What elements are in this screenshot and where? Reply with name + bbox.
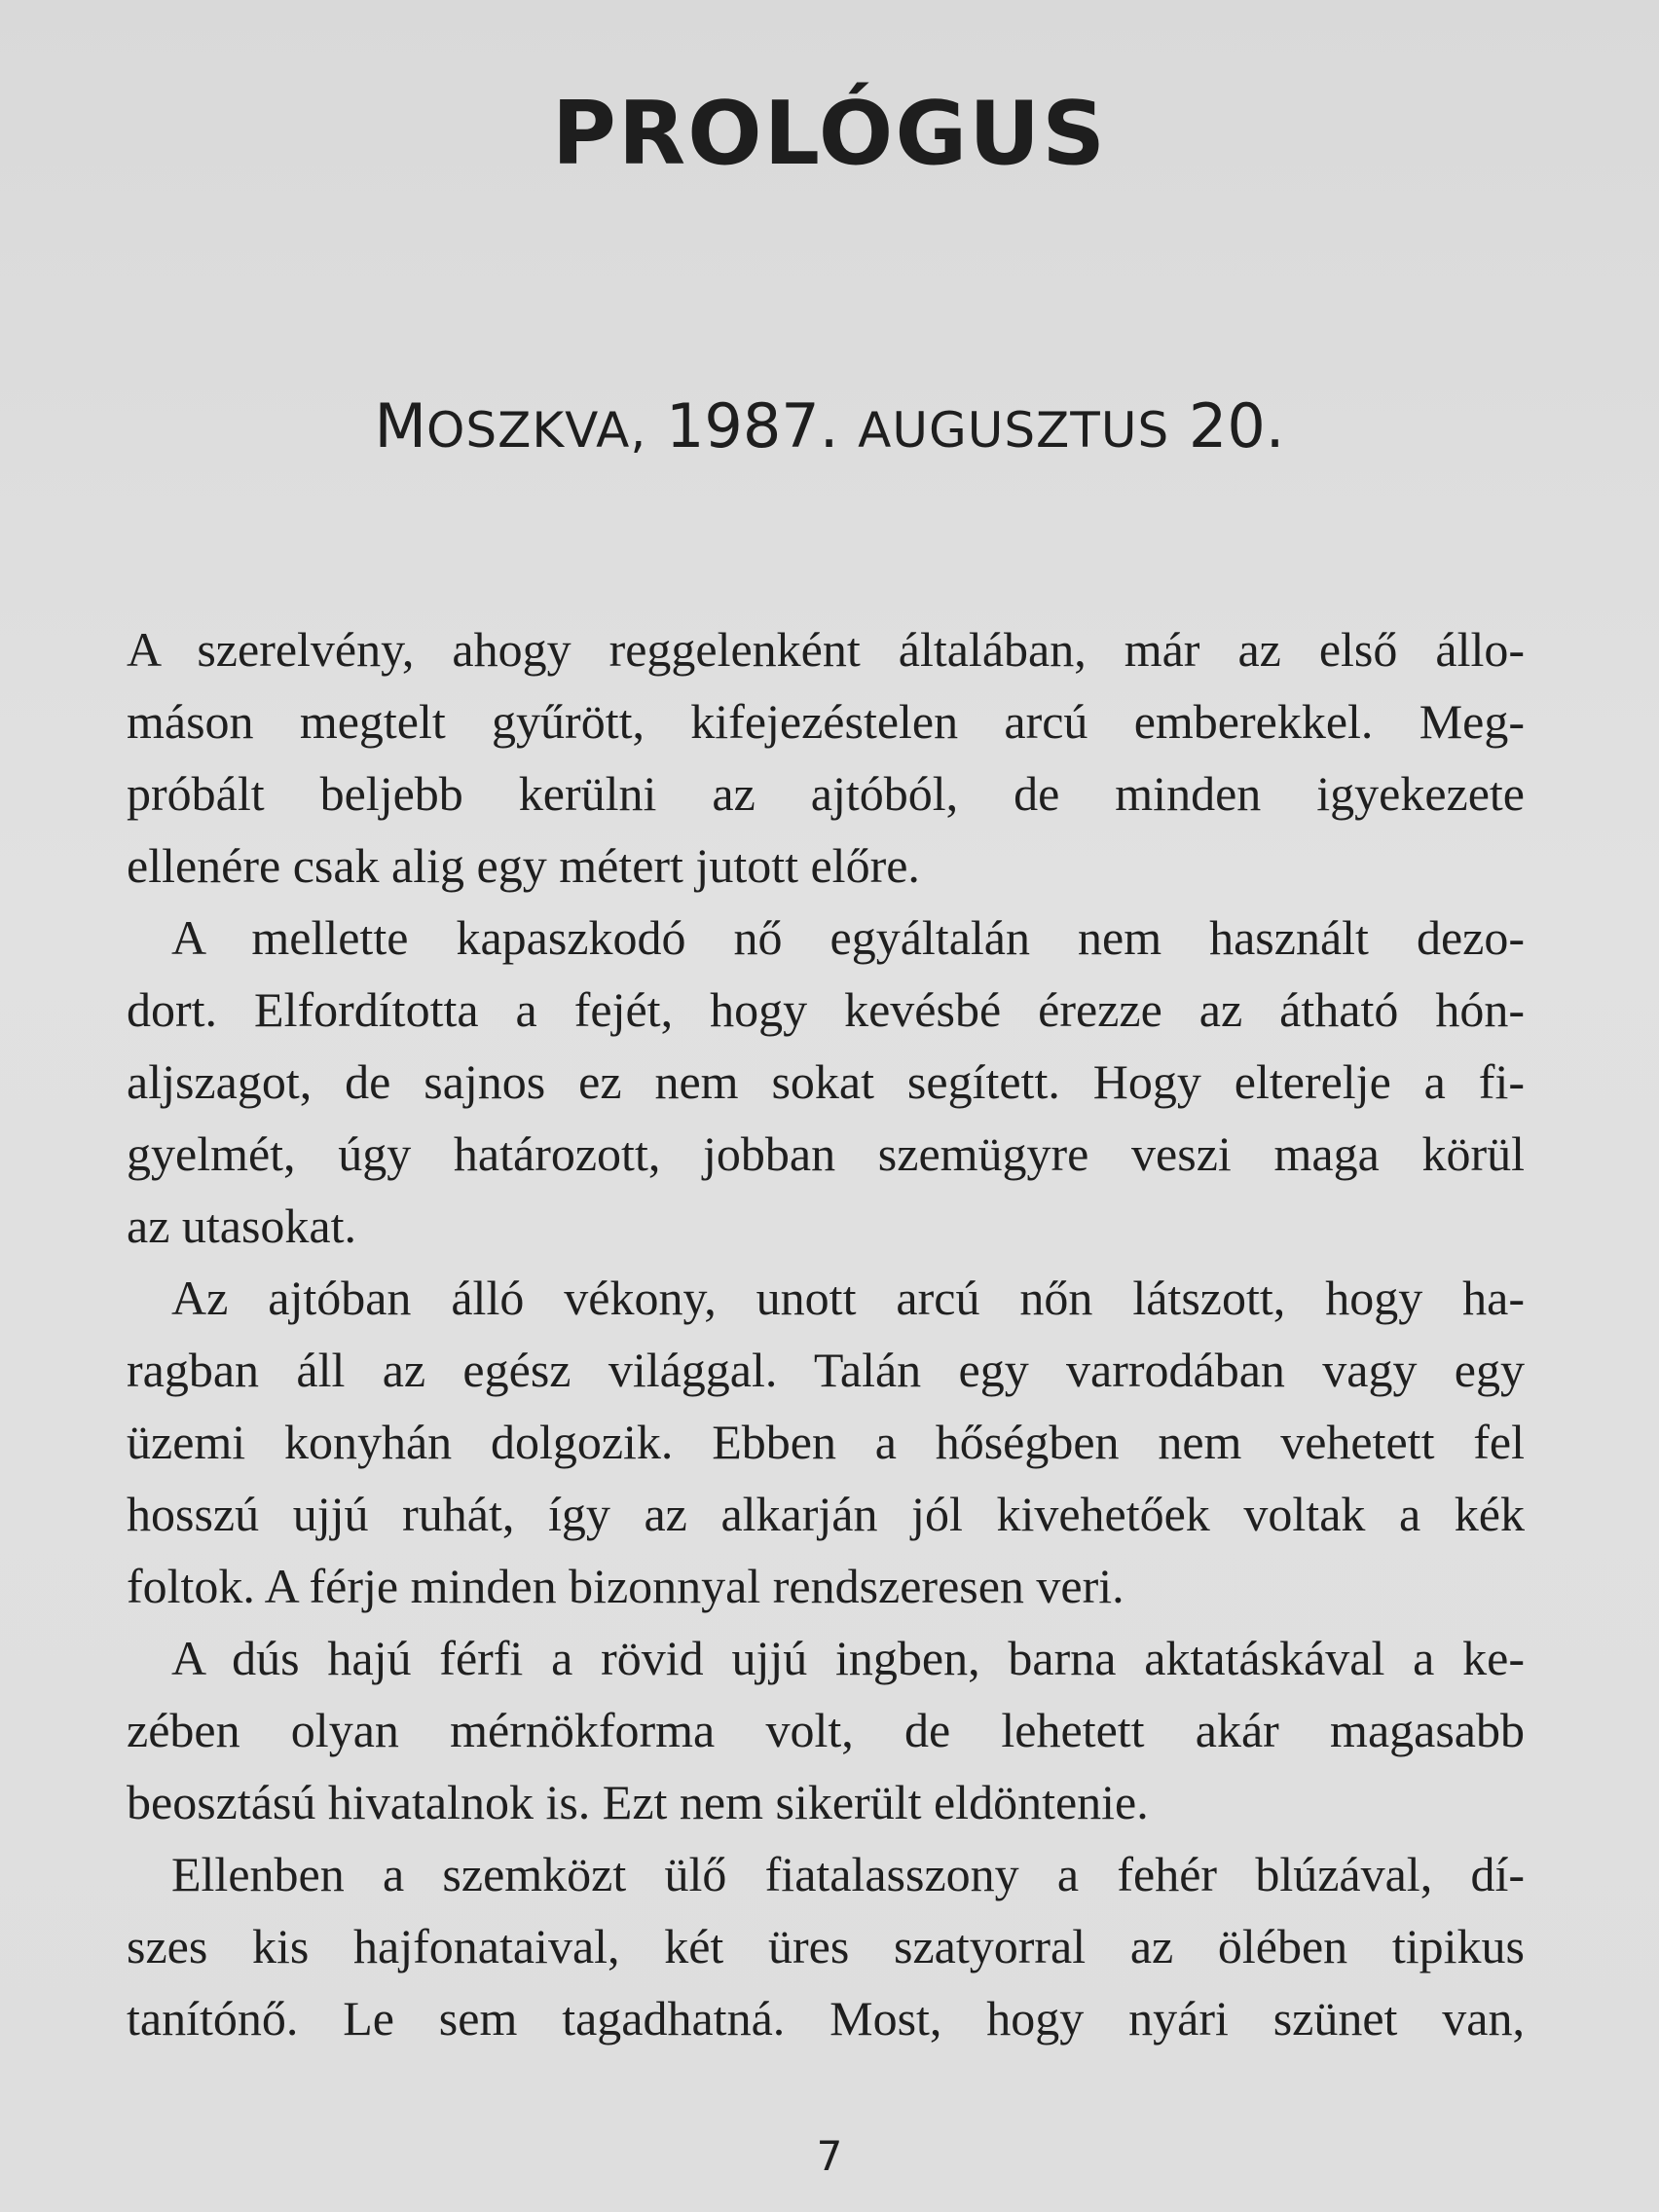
text-line: foltok. A férje minden bizonnyal rendszeresen veri. — [127, 1559, 1124, 1613]
text-line: üzemi konyhán dolgozik. Ebben a hőségben nem vehetett fel — [127, 1415, 1525, 1469]
text-line: zében olyan mérnökforma volt, de lehetett akár magasabb — [127, 1703, 1525, 1757]
text-line: beosztású hivatalnok is. Ezt nem sikerült eldöntenie. — [127, 1775, 1149, 1829]
subtitle-initial: M — [374, 390, 426, 461]
subtitle-month: AUGUSZTUS — [858, 402, 1170, 459]
page-number: 7 — [816, 2132, 843, 2180]
subtitle-year: 1987. — [646, 390, 859, 461]
text-line: Ellenben a szemközt ülő fiatalasszony a fehér blúzával, dí- — [171, 1847, 1525, 1901]
text-line: A mellette kapaszkodó nő egyáltalán nem használt dezo- — [171, 910, 1525, 965]
text-line: máson megtelt gyűrött, kifejezéstelen arcú emberekkel. Meg- — [127, 694, 1525, 749]
chapter-subtitle — [0, 387, 1659, 469]
text-line: hosszú ujjú ruhát, így az alkarján jól kivehetőek voltak a kék — [127, 1487, 1525, 1541]
text-line: szes kis hajfonataival, két üres szatyorral az ölében tipikus — [127, 1919, 1525, 1973]
paragraph-4 — [127, 1622, 1525, 1838]
body-text — [127, 613, 1525, 2054]
text-line: gyelmét, úgy határozott, jobban szemügyre veszi maga körül — [127, 1126, 1525, 1181]
text-line: tanítónő. Le sem tagadhatná. Most, hogy nyári szünet van, — [127, 1991, 1525, 2046]
text-line: Az ajtóban álló vékony, unott arcú nőn látszott, hogy ha- — [171, 1271, 1525, 1325]
text-line: az utasokat. — [127, 1198, 357, 1253]
text-line: ragban áll az egész világgal. Talán egy varrodában vagy egy — [127, 1343, 1525, 1397]
paragraph-1 — [127, 613, 1525, 902]
paragraph-2 — [127, 902, 1525, 1262]
text-line: aljszagot, de sajnos ez nem sokat segített. Hogy elterelje a fi- — [127, 1054, 1525, 1109]
text-line: próbált beljebb kerülni az ajtóból, de minden igyekezete — [127, 766, 1525, 821]
subtitle-city: OSZKVA, — [426, 402, 647, 459]
paragraph-5 — [127, 1838, 1525, 2054]
text-line: ellenére csak alig egy métert jutott előre. — [127, 838, 920, 893]
text-line: dort. Elfordította a fejét, hogy kevésbé érezze az átható hón- — [127, 982, 1525, 1037]
paragraph-3 — [127, 1262, 1525, 1622]
subtitle-day: 20. — [1169, 390, 1285, 461]
text-line: A dús hajú férfi a rövid ujjú ingben, barna aktatáskával a ke- — [171, 1631, 1525, 1685]
chapter-title: PROLÓGUS — [551, 83, 1108, 185]
text-line: A szerelvény, ahogy reggelenként általában, már az első állo- — [127, 622, 1525, 677]
